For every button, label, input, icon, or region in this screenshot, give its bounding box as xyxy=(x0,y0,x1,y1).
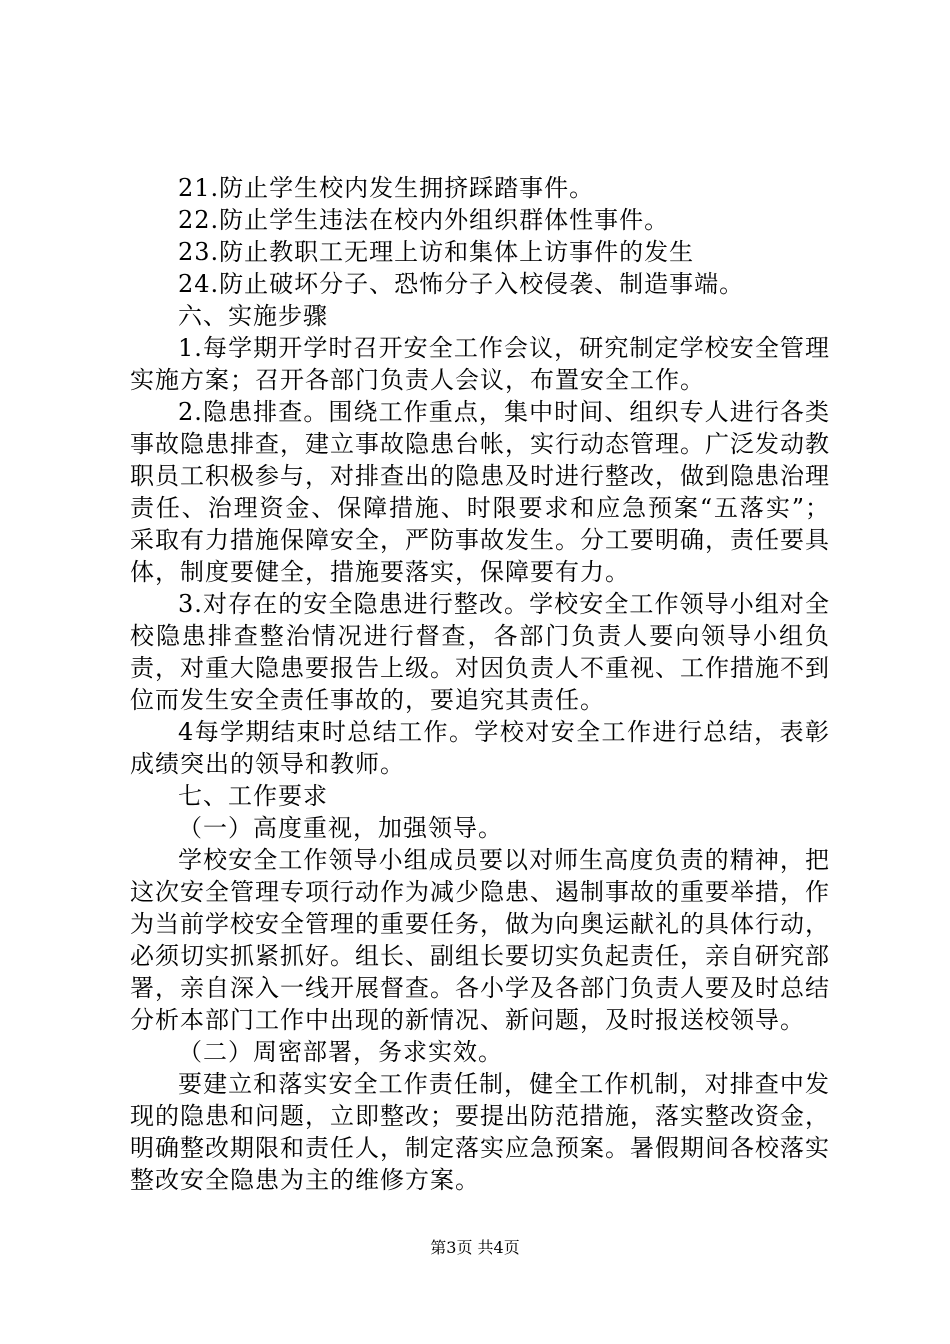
list-item-21: 21.防止学生校内发生拥挤踩踏事件。 xyxy=(178,174,595,202)
list-item-23: 23.防止教职工无理上访和集体上访事件的发生 xyxy=(178,238,695,266)
section-heading-7: 七、工作要求 xyxy=(178,782,328,810)
list-item-24: 24.防止破坏分子、恐怖分子入校侵袭、制造事端。 xyxy=(178,270,745,298)
section-heading-6: 六、实施步骤 xyxy=(178,302,328,330)
step-1-paragraph: 1.每学期开学时召开安全工作会议，研究制定学校安全管理实施方案；召开各部门负责人会议，布置安全工作。 xyxy=(130,334,830,394)
document-body xyxy=(130,172,830,1196)
list-item-22: 22.防止学生违法在校内外组织群体性事件。 xyxy=(178,206,670,234)
subheading-2: （二）周密部署，务求实效。 xyxy=(178,1038,503,1066)
step-3-paragraph: 3.对存在的安全隐患进行整改。学校安全工作领导小组对全校隐患排查整治情况进行督查，各部门负责人要向领导小组负责，对重大隐患要报告上级。对因负责人不重视、工作措施不到位而发生安全责任事故的，要追究其责任。 xyxy=(130,590,830,714)
step-2-paragraph: 2.隐患排查。围绕工作重点，集中时间、组织专人进行各类事故隐患排查，建立事故隐患台帐，实行动态管理。广泛发动教职员工积极参与，对排查出的隐患及时进行整改，做到隐患治理责任、治理资金、保障措施、时限要求和应急预案“五落实”；采取有力措施保障安全，严防事故发生。分工要明确，责任要具体，制度要健全，措施要落实，保障要有力。 xyxy=(130,398,830,586)
page-number-footer: 第3页 共4页 xyxy=(430,1238,520,1257)
requirement-1-paragraph: 学校安全工作领导小组成员要以对师生高度负责的精神，把这次安全管理专项行动作为减少隐患、遏制事故的重要举措，作为当前学校安全管理的重要任务，做为向奥运献礼的具体行动，必须切实抓紧抓好。组长、副组长要切实负起责任，亲自研究部署，亲自深入一线开展督查。各小学及各部门负责人要及时总结分析本部门工作中出现的新情况、新问题，及时报送校领导。 xyxy=(130,846,830,1034)
subheading-1: （一）高度重视，加强领导。 xyxy=(178,814,503,842)
requirement-2-paragraph: 要建立和落实安全工作责任制，健全工作机制，对排查中发现的隐患和问题，立即整改；要提出防范措施，落实整改资金，明确整改期限和责任人，制定落实应急预案。暑假期间各校落实整改安全隐患为主的维修方案。 xyxy=(130,1070,830,1194)
step-4-paragraph: 4每学期结束时总结工作。学校对安全工作进行总结，表彰成绩突出的领导和教师。 xyxy=(130,718,830,778)
